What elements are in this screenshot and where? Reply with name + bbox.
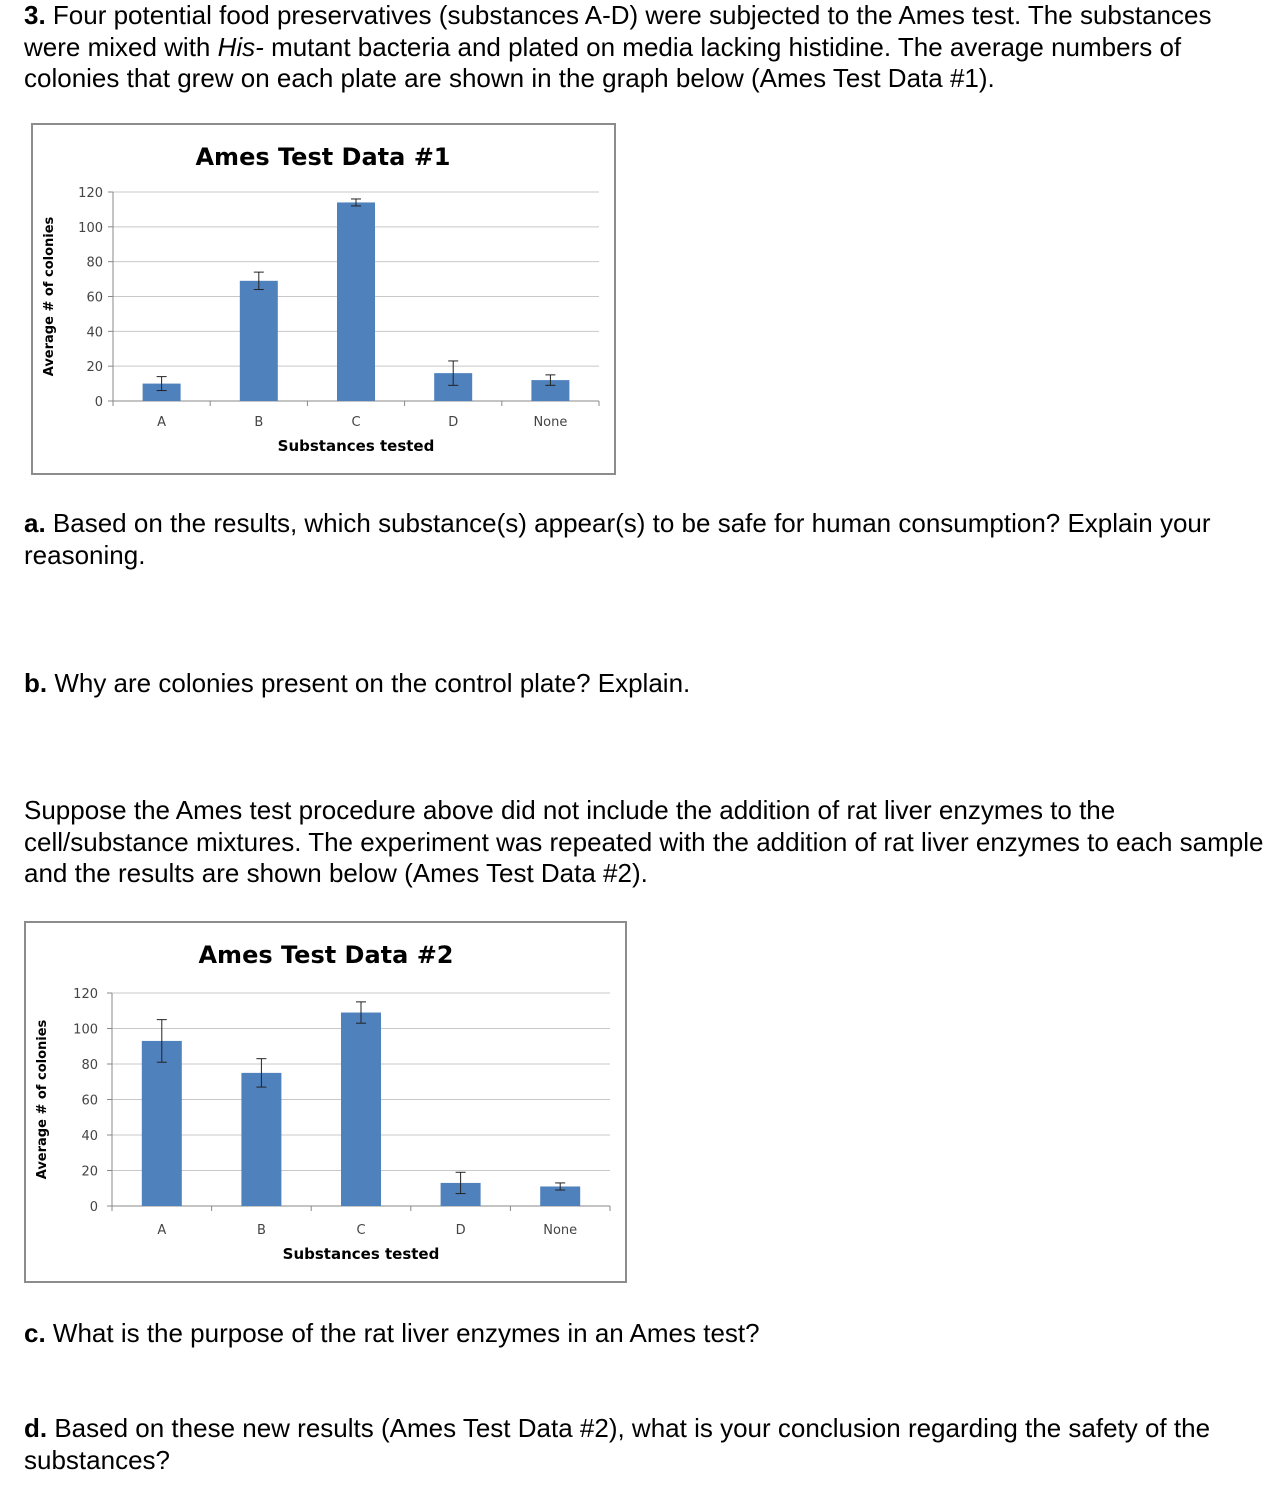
chart-1: [31, 123, 616, 475]
y-tick-label: 0: [94, 395, 103, 410]
y-tick-label: 120: [78, 186, 103, 201]
question-a: [24, 508, 1264, 571]
part-d-label: d.: [24, 1413, 48, 1443]
intro-text-2: mutant bacteria and plated on media lacking histidine. The average numbers of colonies that grew on each plate are shown in the graph below (Ames Test Data #1).: [24, 31, 1182, 93]
part-a-text: Based on the results, which substance(s) appear(s) to be safe for human consumption? Explain your reasoning.: [24, 508, 1211, 570]
part-c-text: What is the purpose of the rat liver enzymes in an Ames test?: [45, 1318, 760, 1348]
question-number: 3.: [24, 0, 46, 30]
y-tick-label: 40: [81, 1129, 98, 1144]
y-tick-label: 20: [81, 1164, 98, 1180]
x-tick-label: C: [356, 1223, 366, 1238]
question-b: [24, 668, 1264, 700]
suppose-paragraph: Suppose the Ames test procedure above did not include the addition of rat liver enzymes to the cell/substance mixtures. The experiment was repeated with the addition of rat liver enzymes to each sample and the results are shown below (Ames Test Data #2).: [24, 795, 1264, 888]
intro-text-1: Four potential food preservatives (substances A-D) were subjected to the Ames test. The substances were mixed with: [24, 0, 1212, 62]
x-tick-label: B: [254, 415, 264, 430]
y-axis-label: Average # of colonies: [35, 1019, 50, 1180]
question-c: [24, 1318, 1264, 1350]
y-tick-label: 100: [73, 1022, 98, 1038]
question-intro: [24, 0, 1264, 95]
bar-c: [341, 1013, 381, 1206]
part-b-label: b.: [24, 668, 48, 698]
y-tick-label: 100: [78, 220, 103, 236]
chart-1-svg: [33, 125, 614, 473]
x-tick-label: D: [455, 1223, 466, 1238]
bar-a: [142, 1041, 182, 1206]
part-d-text: Based on these new results (Ames Test Data #2), what is your conclusion regarding the safety of the substances?: [24, 1413, 1211, 1475]
chart-2: [24, 921, 627, 1283]
part-c-label: c.: [24, 1318, 46, 1348]
x-tick-label: None: [543, 1223, 578, 1238]
y-tick-label: 60: [86, 290, 103, 306]
x-tick-label: C: [351, 415, 361, 430]
bar-c: [337, 202, 375, 401]
bar-b: [241, 1073, 281, 1206]
chart-2-svg: [26, 923, 625, 1281]
part-b-text: Why are colonies present on the control plate? Explain.: [47, 668, 691, 698]
x-tick-label: B: [256, 1223, 266, 1238]
y-tick-label: 20: [86, 360, 103, 376]
x-axis-label: Substances tested: [277, 437, 435, 455]
chart-title: Ames Test Data #2: [198, 941, 454, 969]
y-tick-label: 80: [81, 1058, 98, 1073]
y-tick-label: 60: [81, 1093, 98, 1109]
x-tick-label: A: [157, 415, 167, 430]
intro-italic: His-: [217, 31, 264, 62]
y-tick-label: 0: [89, 1200, 98, 1215]
question-d: [24, 1413, 1264, 1476]
y-tick-label: 120: [73, 987, 98, 1002]
x-axis-label: Substances tested: [282, 1245, 440, 1263]
y-tick-label: 40: [86, 325, 103, 341]
x-tick-label: A: [157, 1223, 167, 1238]
chart-title: Ames Test Data #1: [195, 143, 451, 171]
x-tick-label: None: [533, 415, 568, 430]
part-a-label: a.: [24, 508, 46, 538]
y-axis-label: Average # of colonies: [42, 216, 57, 377]
x-tick-label: D: [448, 415, 459, 430]
y-tick-label: 80: [86, 255, 103, 271]
bar-b: [240, 281, 278, 401]
